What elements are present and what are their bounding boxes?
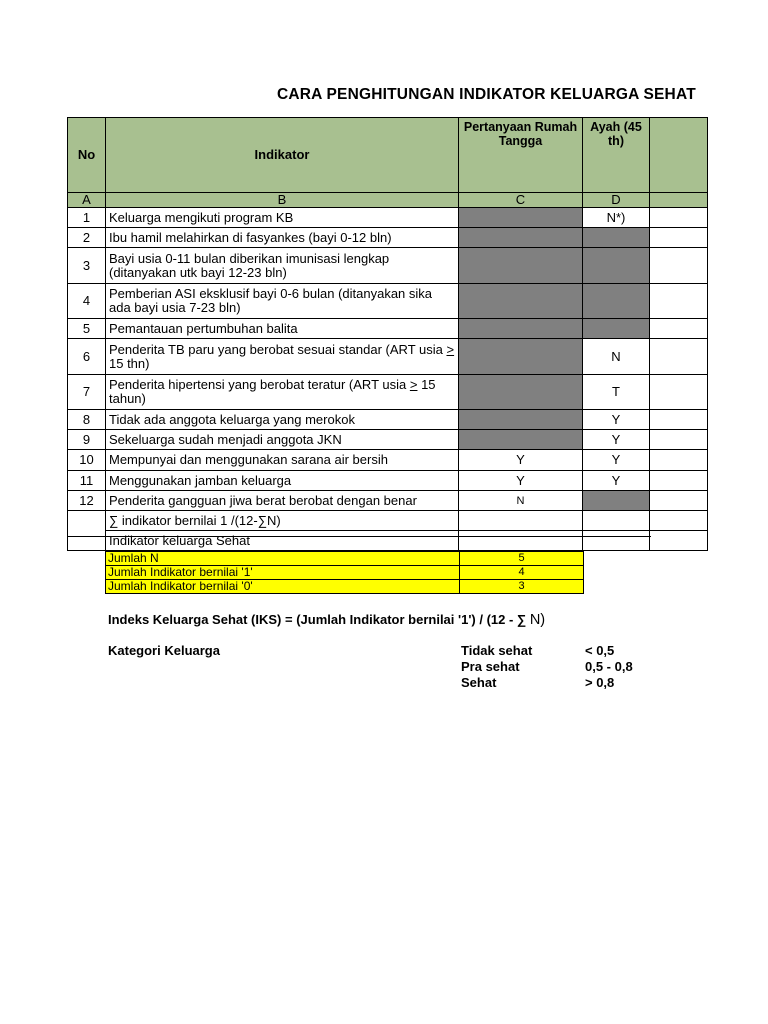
row-number: 10 <box>68 450 106 471</box>
summary-label: Jumlah Indikator bernilai '1' <box>106 566 460 580</box>
row-extra-cell <box>650 339 708 375</box>
letter-a: A <box>68 193 106 208</box>
row-number: 4 <box>68 284 106 319</box>
row-pertanyaan-value: Y <box>459 471 583 491</box>
row-indikator: Ibu hamil melahirkan di fasyankes (bayi 0-12 bln) <box>106 228 459 248</box>
row-ayah-value <box>583 284 650 319</box>
row-pertanyaan-value <box>459 430 583 450</box>
row-number: 7 <box>68 375 106 410</box>
kategori-name-2: Sehat <box>461 675 497 690</box>
table-row <box>68 410 708 430</box>
row-indikator: Bayi usia 0-11 bulan diberikan imunisasi lengkap (ditanyakan utk bayi 12-23 bln) <box>106 248 459 284</box>
row-indikator: Mempunyai dan menggunakan sarana air bersih <box>106 450 459 471</box>
header-row <box>68 118 708 193</box>
row-indikator: Penderita TB paru yang berobat sesuai standar (ART usia > 15 thn) <box>106 339 459 375</box>
table-row <box>68 339 708 375</box>
formula-n: N) <box>529 612 546 628</box>
table-row <box>68 248 708 284</box>
table-row <box>68 430 708 450</box>
table-row <box>68 319 708 339</box>
row-pertanyaan-value <box>459 208 583 228</box>
sehat-label: Indikator keluarga Sehat <box>106 531 459 551</box>
sum-no-cell <box>68 511 106 531</box>
row-number: 2 <box>68 228 106 248</box>
kategori-range-1: 0,5 - 0,8 <box>585 659 633 674</box>
sehat-d-cell <box>583 531 650 551</box>
row-indikator: Penderita gangguan jiwa berat berobat dengan benar <box>106 491 459 511</box>
row-number: 9 <box>68 430 106 450</box>
table-row <box>68 284 708 319</box>
iks-formula <box>108 612 545 628</box>
indicator-table <box>67 117 708 551</box>
letter-c: C <box>459 193 583 208</box>
sum-c-cell <box>459 511 583 531</box>
sehat-c-cell <box>459 531 583 551</box>
kategori-label: Kategori Keluarga <box>108 643 220 658</box>
letter-b: B <box>106 193 459 208</box>
greater-equal-symbol: > <box>446 341 455 357</box>
row-pertanyaan-value: Y <box>459 450 583 471</box>
row-pertanyaan-value <box>459 228 583 248</box>
row-extra-cell <box>650 491 708 511</box>
row-indikator: Sekeluarga sudah menjadi anggota JKN <box>106 430 459 450</box>
row-indikator: Pemberian ASI eksklusif bayi 0-6 bulan (ditanyakan sika ada bayi usia 7-23 bln) <box>106 284 459 319</box>
summary-row <box>106 566 584 580</box>
summary-row <box>106 552 584 566</box>
kategori-name-0: Tidak sehat <box>461 643 533 658</box>
sum-e-cell <box>650 511 708 531</box>
row-extra-cell <box>650 284 708 319</box>
row-number: 8 <box>68 410 106 430</box>
row-ayah-value: N*) <box>583 208 650 228</box>
table-row <box>68 471 708 491</box>
table-row <box>68 375 708 410</box>
row-ayah-value: N <box>583 339 650 375</box>
table-row <box>68 491 708 511</box>
summary-label: Jumlah Indikator bernilai '0' <box>106 580 460 594</box>
row-indikator: Keluarga mengikuti program KB <box>106 208 459 228</box>
summary-value: 5 <box>460 552 584 566</box>
row-pertanyaan-value <box>459 284 583 319</box>
row-extra-cell <box>650 471 708 491</box>
page-title: CARA PENGHITUNGAN INDIKATOR KELUARGA SEHAT <box>277 86 696 103</box>
header-indikator: Indikator <box>106 118 459 193</box>
summary-label: Jumlah N <box>106 552 460 566</box>
letter-d: D <box>583 193 650 208</box>
sum-label: ∑ indikator bernilai 1 /(12-∑N) <box>106 511 459 531</box>
sum-row <box>68 511 708 531</box>
row-extra-cell <box>650 430 708 450</box>
row-ayah-value: Y <box>583 471 650 491</box>
row-number: 12 <box>68 491 106 511</box>
row-extra-cell <box>650 248 708 284</box>
row-ayah-value <box>583 319 650 339</box>
greater-equal-symbol: > <box>409 377 418 392</box>
row-ayah-value: Y <box>583 410 650 430</box>
header-no: No <box>68 118 106 193</box>
row-ayah-value: Y <box>583 450 650 471</box>
row-ayah-value: Y <box>583 430 650 450</box>
summary-rows <box>106 552 584 594</box>
sehat-row <box>68 531 708 551</box>
table-row <box>68 228 708 248</box>
row-ayah-value <box>583 228 650 248</box>
kategori-range-2: > 0,8 <box>585 675 615 690</box>
row-pertanyaan-value <box>459 319 583 339</box>
row-ayah-value <box>583 248 650 284</box>
kategori-range-0: < 0,5 <box>585 643 615 658</box>
row-extra-cell <box>650 450 708 471</box>
row-ayah-value: T <box>583 375 650 410</box>
row-indikator: Menggunakan jamban keluarga <box>106 471 459 491</box>
row-pertanyaan-value: N <box>459 491 583 511</box>
header-pertanyaan: Pertanyaan Rumah Tangga <box>459 118 583 193</box>
summary-value: 3 <box>460 580 584 594</box>
row-extra-cell <box>650 319 708 339</box>
kategori-name-1: Pra sehat <box>461 659 520 674</box>
row-number: 11 <box>68 471 106 491</box>
row-indikator: Penderita hipertensi yang berobat teratur (ART usia > 15 tahun) <box>106 375 459 410</box>
row-extra-cell <box>650 208 708 228</box>
row-pertanyaan-value <box>459 410 583 430</box>
row-extra-cell <box>650 410 708 430</box>
letter-e <box>650 193 708 208</box>
row-pertanyaan-value <box>459 339 583 375</box>
summary-value: 4 <box>460 566 584 580</box>
row-extra-cell <box>650 375 708 410</box>
summary-table <box>105 551 584 594</box>
row-pertanyaan-value <box>459 375 583 410</box>
sehat-e-cell <box>650 531 708 551</box>
header-extra <box>650 118 708 193</box>
summary-row <box>106 580 584 594</box>
row-pertanyaan-value <box>459 248 583 284</box>
row-ayah-value <box>583 491 650 511</box>
table-row <box>68 208 708 228</box>
formula-text: Indeks Keluarga Sehat (IKS) = (Jumlah Indikator bernilai '1') / (12 - ∑ <box>108 612 527 627</box>
row-number: 1 <box>68 208 106 228</box>
row-extra-cell <box>650 228 708 248</box>
row-number: 5 <box>68 319 106 339</box>
indicator-rows <box>68 208 708 511</box>
row-number: 6 <box>68 339 106 375</box>
table-row <box>68 450 708 471</box>
letter-row <box>68 193 708 208</box>
table-bottom-rule <box>67 536 651 537</box>
sehat-no-cell <box>68 531 106 551</box>
row-indikator: Tidak ada anggota keluarga yang merokok <box>106 410 459 430</box>
sum-d-cell <box>583 511 650 531</box>
row-indikator: Pemantauan pertumbuhan balita <box>106 319 459 339</box>
row-number: 3 <box>68 248 106 284</box>
header-ayah: Ayah (45 th) <box>583 118 650 193</box>
